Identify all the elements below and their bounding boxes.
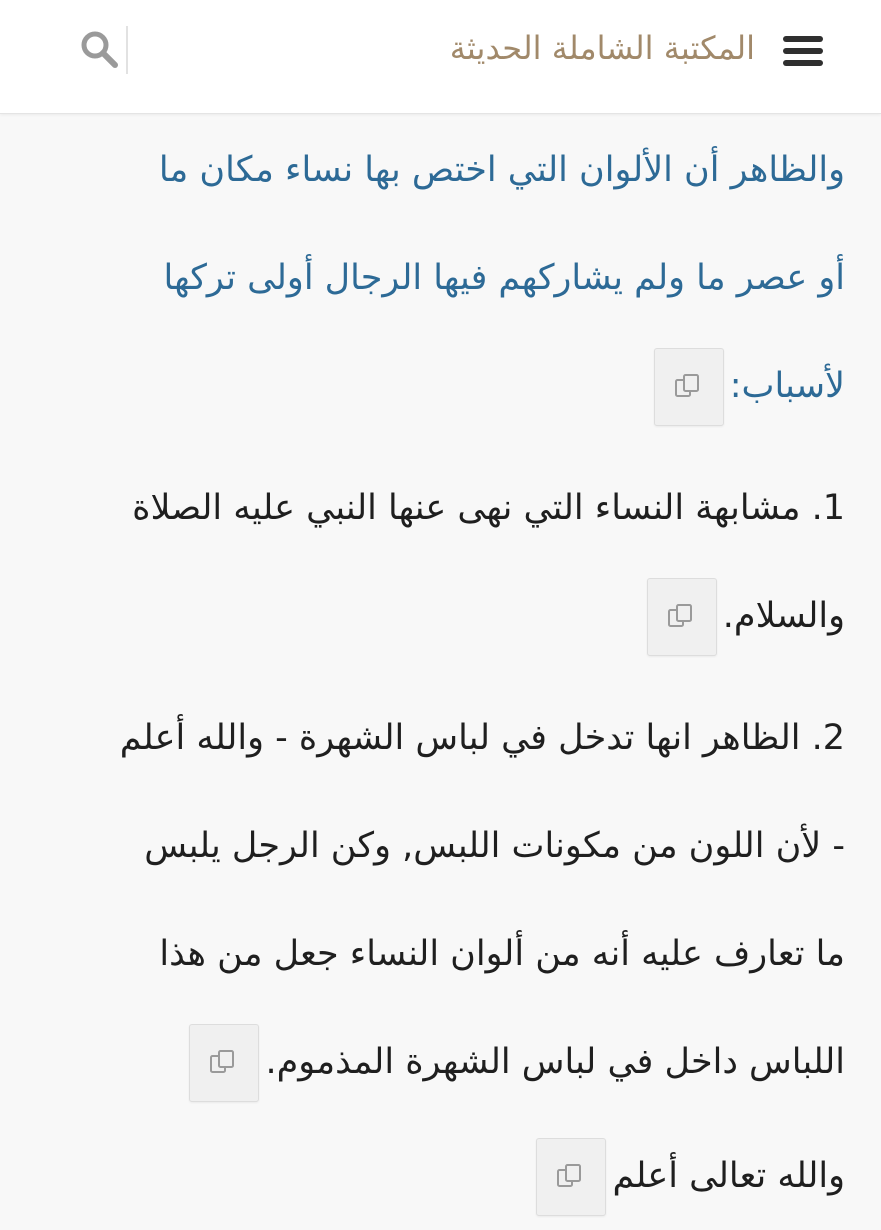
text-line: والظاهر أن الألوان التي اختص بها نساء مكان ما xyxy=(158,150,845,190)
list-item-2 xyxy=(33,684,845,1116)
text-line-with-copy xyxy=(33,332,845,440)
list-item-1 xyxy=(33,454,845,670)
text-line: أو عصر ما ولم يشاركهم فيها الرجال أولى تركها xyxy=(163,258,845,298)
text-line: 1. مشابهة النساء التي نهى عنها النبي عليه الصلاة xyxy=(132,488,845,528)
menu-bar xyxy=(783,60,823,66)
text-line-with-copy xyxy=(33,562,845,670)
hamburger-menu-icon[interactable] xyxy=(781,33,823,69)
closing-paragraph xyxy=(33,1122,845,1230)
menu-bar xyxy=(783,36,823,42)
copy-icon[interactable] xyxy=(536,1138,606,1216)
text-line-with-copy xyxy=(33,1008,845,1116)
text-line: لأسباب: xyxy=(729,366,845,406)
header-divider xyxy=(126,26,128,74)
text-line-with-copy xyxy=(33,1122,845,1230)
text-line: 2. الظاهر انها تدخل في لباس الشهرة - والله أعلم xyxy=(119,718,845,758)
copy-icon[interactable] xyxy=(647,578,717,656)
copy-icon[interactable] xyxy=(654,348,724,426)
copy-icon[interactable] xyxy=(189,1024,259,1102)
search-icon[interactable] xyxy=(80,30,120,70)
app-header xyxy=(0,0,881,114)
text-line: ما تعارف عليه أنه من ألوان النساء جعل من هذا xyxy=(159,934,845,974)
menu-bar xyxy=(783,48,823,54)
text-line: - لأن اللون من مكونات اللبس, وكن الرجل يلبس xyxy=(144,826,845,866)
text-line: والسلام. xyxy=(722,596,845,636)
intro-paragraph xyxy=(33,116,845,440)
text-line: اللباس داخل في لباس الشهرة المذموم. xyxy=(265,1042,845,1082)
article-content xyxy=(33,150,845,1230)
text-line: والله تعالى أعلم xyxy=(612,1156,845,1196)
site-title[interactable]: المكتبة الشاملة الحديثة xyxy=(449,29,755,67)
